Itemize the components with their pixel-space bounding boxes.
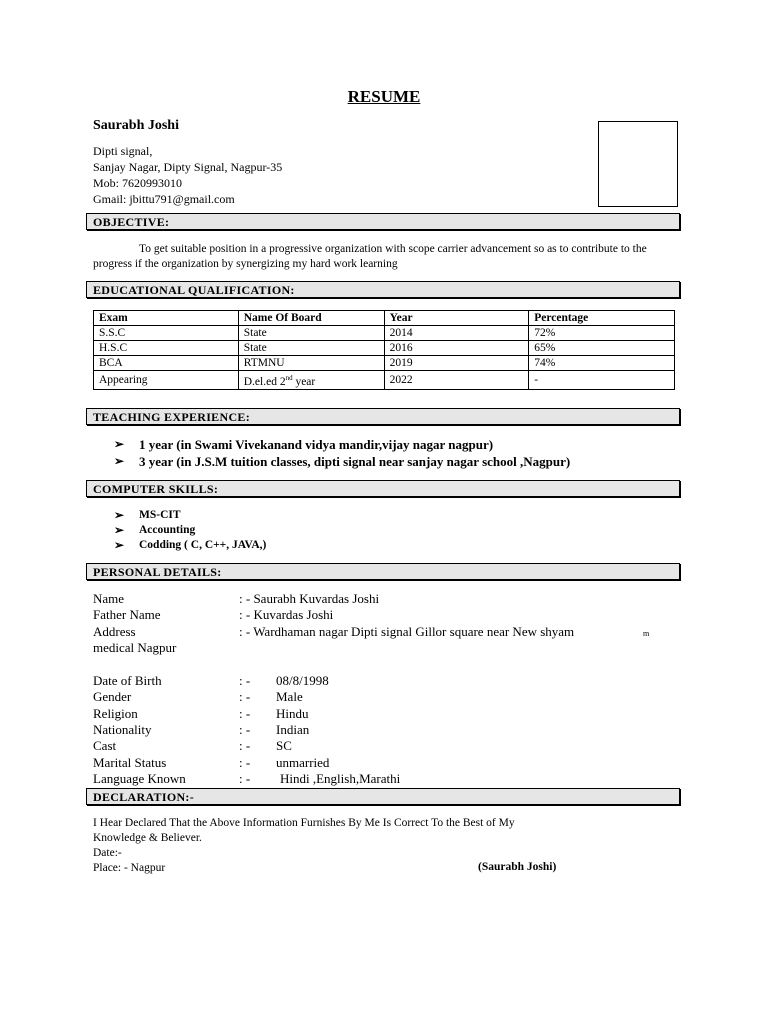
table-cell: 74% (529, 356, 675, 371)
detail-label: Name (93, 591, 125, 606)
teaching-list (114, 436, 570, 470)
detail-value: : - Wardhaman nagar Dipti signal Gillor square near New shyam (239, 624, 575, 639)
col-header-year: Year (384, 311, 529, 326)
table-cell (238, 371, 384, 390)
email-address: Gmail: jbittu791@gmail.com (93, 192, 235, 206)
contact-block (93, 143, 282, 207)
arrow-bullet-icon: ➢ (114, 538, 125, 552)
address-continuation: medical Nagpur (93, 640, 177, 655)
teaching-heading: TEACHING EXPERIENCE: (86, 408, 680, 425)
detail-label: Marital Status (93, 755, 167, 770)
detail-label: Language Known (93, 771, 186, 786)
list-item (114, 523, 266, 538)
detail-value: unmarried (276, 755, 330, 770)
detail-label: Date of Birth (93, 673, 162, 688)
table-header-row (94, 311, 675, 326)
arrow-bullet-icon: ➢ (114, 454, 125, 468)
photo-placeholder (598, 121, 678, 207)
detail-separator: : - (239, 673, 251, 688)
declaration-line: I Hear Declared That the Above Information Furnishes By Me Is Correct To the Best of My (93, 817, 515, 829)
table-cell: 72% (529, 326, 675, 341)
skills-heading: COMPUTER SKILLS: (86, 480, 680, 497)
detail-value: : - Kuvardas Joshi (239, 607, 334, 622)
table-cell: 2019 (384, 356, 529, 371)
arrow-bullet-icon: ➢ (114, 508, 125, 522)
detail-row-name (0, 591, 768, 607)
detail-value: Hindi ,English,Marathi (280, 771, 401, 786)
table-cell: 2022 (384, 371, 529, 390)
skills-list (114, 508, 266, 553)
candidate-name: Saurabh Joshi (93, 118, 179, 133)
list-item (114, 453, 570, 470)
detail-row-address (0, 624, 768, 640)
table-row (94, 341, 675, 356)
objective-text: To get suitable position in a progressive organization with scope carrier advancement so as to contribute to the progress if the organization by synergizing my hard work learning (93, 243, 647, 270)
detail-row (0, 738, 768, 754)
detail-value: 08/8/1998 (276, 673, 329, 688)
address-line-1: Dipti signal, (93, 144, 153, 158)
table-cell: 2016 (384, 341, 529, 356)
deled-suffix: year (292, 375, 316, 388)
education-heading: EDUCATIONAL QUALIFICATION: (86, 281, 680, 298)
col-header-percentage: Percentage (529, 311, 675, 326)
skill-item: MS-CIT (139, 509, 181, 521)
stray-mark: m (643, 629, 650, 638)
declaration-line: Knowledge & Believer. (93, 832, 202, 844)
detail-separator: : - (239, 689, 251, 704)
signature-name: (Saurabh Joshi) (478, 861, 557, 873)
detail-label: Religion (93, 706, 138, 721)
mobile-number: Mob: 7620993010 (93, 176, 183, 190)
table-cell: H.S.C (94, 341, 239, 356)
address-line-2: Sanjay Nagar, Dipty Signal, Nagpur-35 (93, 160, 283, 174)
place-field: Place: - Nagpur (93, 862, 166, 874)
list-item (114, 508, 266, 523)
col-header-board: Name Of Board (238, 311, 384, 326)
detail-value: Male (276, 689, 303, 704)
detail-label: Gender (93, 689, 132, 704)
detail-value: Indian (276, 722, 310, 737)
detail-row (0, 771, 768, 787)
arrow-bullet-icon: ➢ (114, 523, 125, 537)
objective-heading: OBJECTIVE: (86, 213, 680, 230)
detail-label: Address (93, 624, 136, 639)
table-row (94, 356, 675, 371)
detail-value: SC (276, 738, 292, 753)
personal-heading: PERSONAL DETAILS: (86, 563, 680, 580)
resume-title: RESUME (347, 87, 421, 106)
detail-label: Father Name (93, 607, 161, 622)
table-row (94, 326, 675, 341)
table-cell: State (238, 341, 384, 356)
detail-separator: : - (239, 722, 251, 737)
table-cell: Appearing (94, 371, 239, 390)
detail-separator: : - (239, 771, 251, 786)
arrow-bullet-icon: ➢ (114, 437, 125, 451)
detail-separator: : - (239, 755, 251, 770)
detail-row (0, 706, 768, 722)
col-header-exam: Exam (94, 311, 239, 326)
table-cell: S.S.C (94, 326, 239, 341)
detail-value: : - Saurabh Kuvardas Joshi (239, 591, 380, 606)
list-item (114, 436, 570, 453)
detail-label: Nationality (93, 722, 152, 737)
table-cell: - (529, 371, 675, 390)
deled-prefix: D.el.ed 2 (243, 375, 286, 388)
detail-row-father (0, 607, 768, 623)
table-cell: 2014 (384, 326, 529, 341)
detail-separator: : - (239, 738, 251, 753)
table-cell: State (238, 326, 384, 341)
detail-value: Hindu (276, 706, 309, 721)
table-cell: BCA (94, 356, 239, 371)
teaching-item: 1 year (in Swami Vivekanand vidya mandir,vijay nagar nagpur) (139, 437, 494, 452)
detail-row (0, 755, 768, 771)
declaration-heading: DECLARATION:- (86, 788, 680, 805)
skill-item: Codding ( C, C++, JAVA,) (139, 539, 267, 551)
table-row (94, 371, 675, 390)
list-item (114, 538, 266, 553)
education-table (93, 310, 675, 390)
date-field: Date:- (93, 847, 122, 859)
detail-separator: : - (239, 706, 251, 721)
skill-item: Accounting (139, 524, 196, 536)
detail-row (0, 689, 768, 705)
table-cell: RTMNU (238, 356, 384, 371)
detail-row (0, 673, 768, 689)
detail-label: Cast (93, 738, 117, 753)
deled-sup: nd (285, 374, 293, 382)
teaching-item: 3 year (in J.S.M tuition classes, dipti signal near sanjay nagar school ,Nagpur) (139, 454, 571, 469)
detail-row (0, 722, 768, 738)
table-cell: 65% (529, 341, 675, 356)
